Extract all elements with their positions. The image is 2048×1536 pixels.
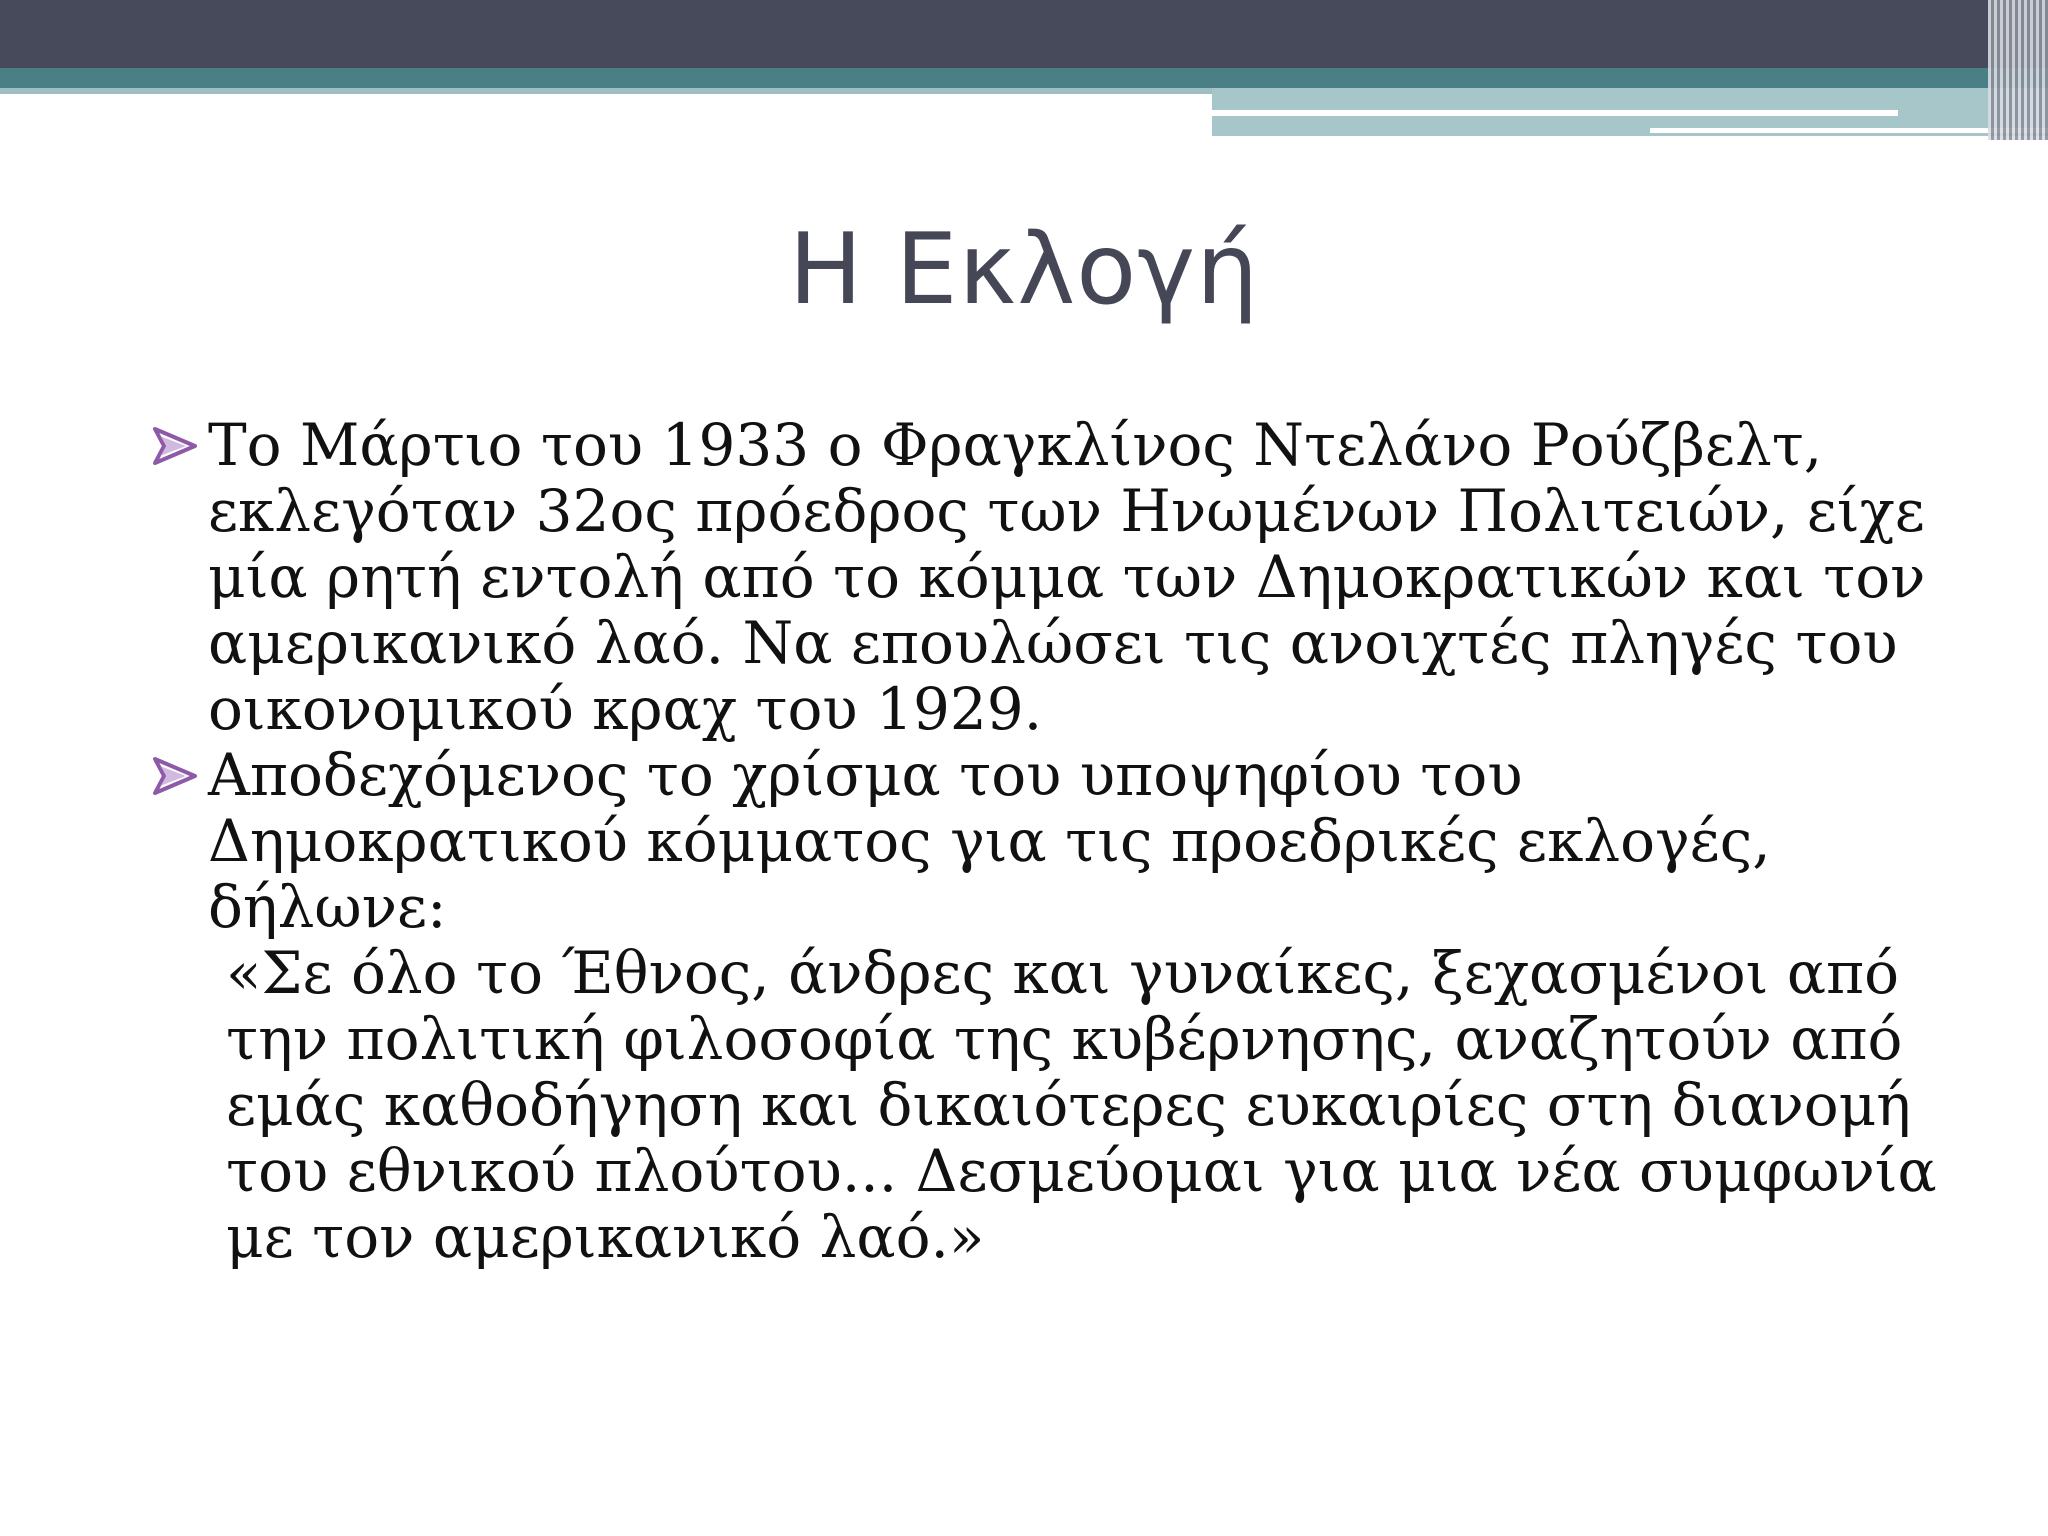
bullet-item: [150, 742, 1940, 1270]
header-band-dark: [0, 0, 2048, 68]
header-band-accent-line: [0, 88, 1212, 94]
arrow-bullet-icon: [152, 426, 198, 466]
arrow-bullet-icon: [152, 756, 198, 796]
header-divider-line: [1212, 110, 1898, 116]
bullet-item: [150, 412, 1940, 742]
slide-body: [150, 412, 1940, 1270]
bullet-text: Το Μάρτιο του 1933 ο Φραγκλίνος Ντελάνο Ρούζβελτ, εκλεγόταν 32ος πρόεδρος των Ηνωμένων Πολιτειών, είχε μία ρητή εντολή από το κόμμα των Δημοκρατικών και τον αμερικανικό λαό. Να επουλώσει τις ανοιχτές πληγές του οικονομικού κραχ του 1929.: [208, 411, 1926, 743]
bullet-text: Αποδεχόμενος το χρίσμα του υποψηφίου του Δημοκρατικού κόμματος για τις προεδρικές εκλογές, δήλωνε:: [208, 741, 1771, 941]
header-stripes-decoration: [1988, 0, 2048, 140]
header-band-teal: [0, 68, 2048, 90]
quote-text: «Σε όλο το Έθνος, άνδρες και γυναίκες, ξεχασμένοι από την πολιτική φιλοσοφία της κυβέρνησης, αναζητούν από εμάς καθοδήγηση και δικαιότερες ευκαιρίες στη διανομή του εθνικού πλούτου... Δεσμεύομαι για μια νέα συμφωνία με τον αμερικανικό λαό.»: [226, 939, 1937, 1271]
slide-title: Η Εκλογή: [788, 213, 1260, 327]
